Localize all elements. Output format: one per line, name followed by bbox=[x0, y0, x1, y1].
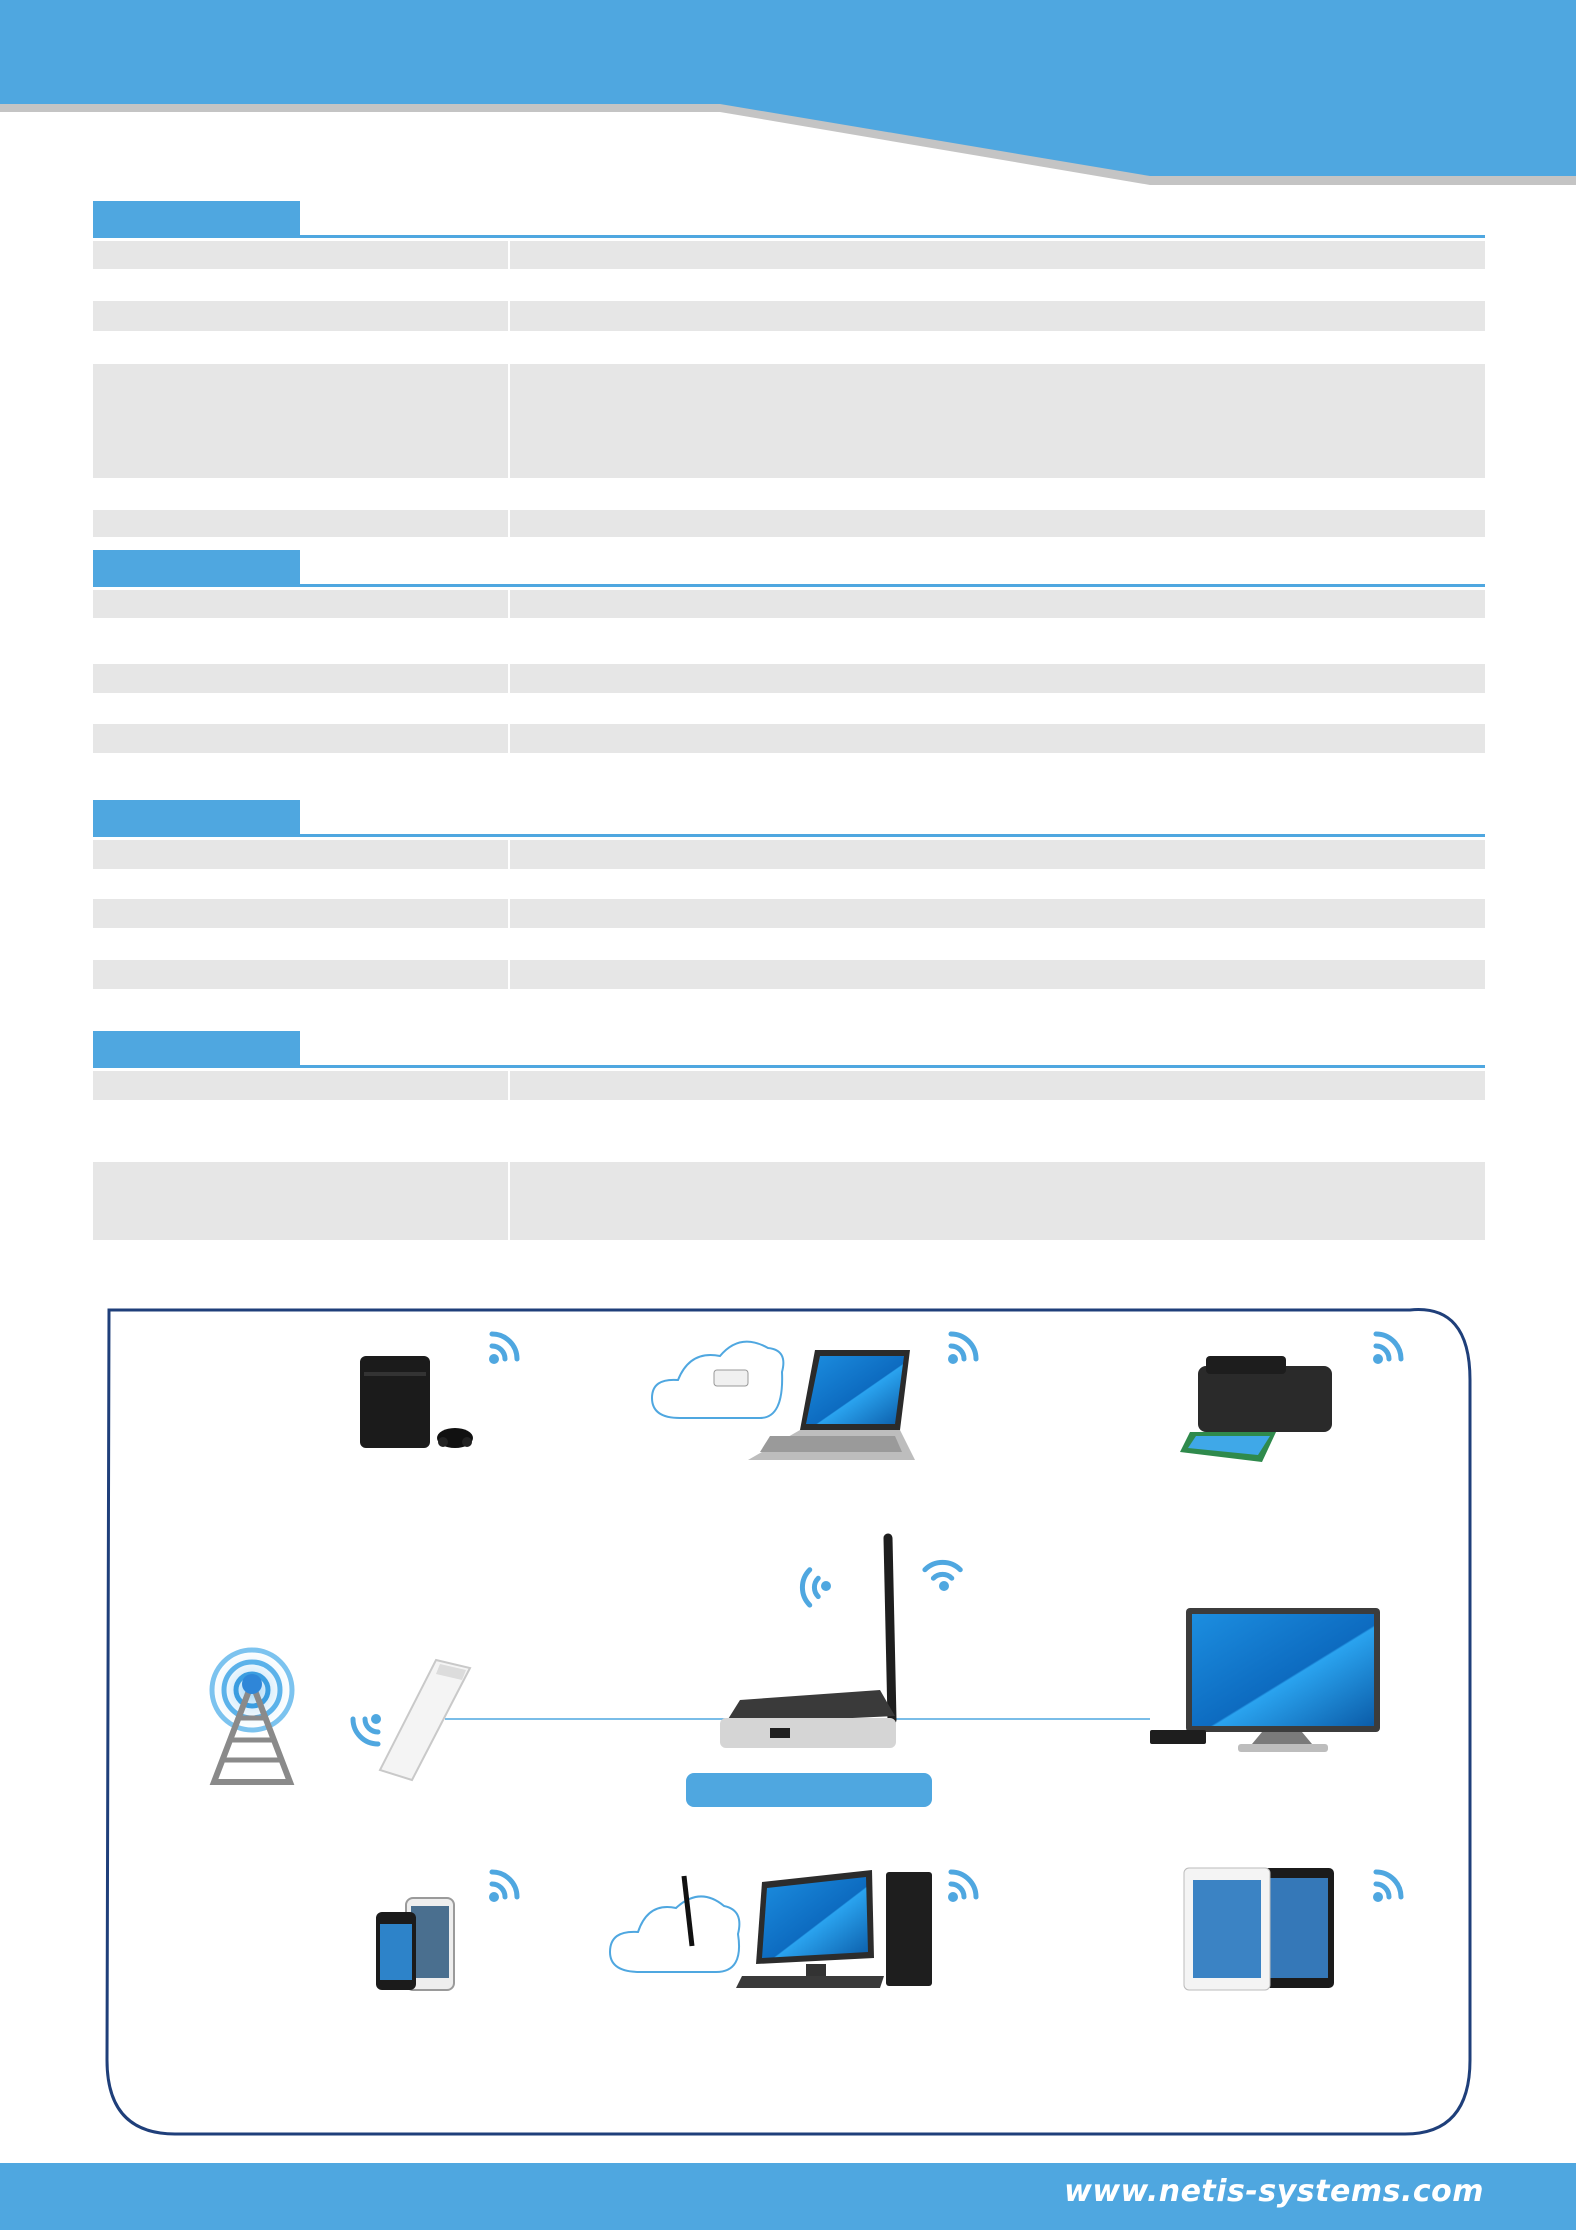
printer-icon bbox=[1180, 1356, 1332, 1462]
cloud-icon bbox=[610, 1896, 739, 1972]
network-diagram bbox=[0, 1290, 1576, 2150]
header-banner bbox=[0, 0, 1576, 185]
spec-row-label bbox=[93, 899, 508, 928]
router-label-bar bbox=[686, 1773, 932, 1807]
spec-row-value bbox=[510, 840, 1485, 869]
wifi-signal-icon bbox=[489, 1334, 517, 1364]
section-tab bbox=[93, 800, 300, 836]
spec-row-value bbox=[510, 899, 1485, 928]
spec-row-label bbox=[93, 241, 508, 269]
spec-row-label bbox=[93, 590, 508, 618]
desktop-pc-icon bbox=[736, 1870, 932, 1988]
footer-website-link[interactable]: www.netis-systems.com bbox=[1064, 2174, 1484, 2209]
spec-row-value bbox=[510, 301, 1485, 331]
spec-row-value bbox=[510, 664, 1485, 693]
game-console-icon bbox=[360, 1356, 473, 1448]
spec-row-value bbox=[510, 1162, 1485, 1240]
section-divider bbox=[93, 584, 1485, 587]
spec-row-value bbox=[510, 724, 1485, 753]
spec-row-label bbox=[93, 664, 508, 693]
spec-row-value bbox=[510, 1071, 1485, 1100]
spec-row-label bbox=[93, 840, 508, 869]
spec-row-label bbox=[93, 1071, 508, 1100]
tv-icon bbox=[1150, 1608, 1380, 1752]
wifi-signal-icon bbox=[1373, 1872, 1401, 1902]
spec-row-value bbox=[510, 590, 1485, 618]
wifi-signal-icon bbox=[948, 1334, 976, 1364]
smartphone-icon bbox=[376, 1898, 454, 1990]
spec-row-label bbox=[93, 510, 508, 537]
usb-adapter-icon bbox=[714, 1370, 748, 1386]
spec-row-value bbox=[510, 960, 1485, 989]
outdoor-cpe-icon bbox=[380, 1660, 470, 1780]
spec-row-label bbox=[93, 364, 508, 478]
wifi-signal-icon bbox=[1373, 1334, 1401, 1364]
cell-tower-icon bbox=[206, 1644, 298, 1782]
section-tab bbox=[93, 550, 300, 586]
section-tab bbox=[93, 1031, 300, 1067]
wifi-signal-icon bbox=[948, 1872, 976, 1902]
spec-row-value bbox=[510, 510, 1485, 537]
wifi-signal-icon bbox=[353, 1714, 381, 1744]
section-tab bbox=[93, 201, 300, 237]
spec-row-label bbox=[93, 960, 508, 989]
spec-row-label bbox=[93, 1162, 508, 1240]
section-divider bbox=[93, 235, 1485, 238]
spec-row-label bbox=[93, 301, 508, 331]
section-divider bbox=[93, 834, 1485, 837]
wifi-signal-icon bbox=[792, 1566, 833, 1607]
spec-row-value bbox=[510, 241, 1485, 269]
spec-row-value bbox=[510, 364, 1485, 478]
wifi-signal-icon bbox=[489, 1872, 517, 1902]
tablet-icon bbox=[1184, 1868, 1334, 1990]
spec-row-label bbox=[93, 724, 508, 753]
wifi-signal-icon bbox=[923, 1552, 964, 1593]
section-divider bbox=[93, 1065, 1485, 1068]
